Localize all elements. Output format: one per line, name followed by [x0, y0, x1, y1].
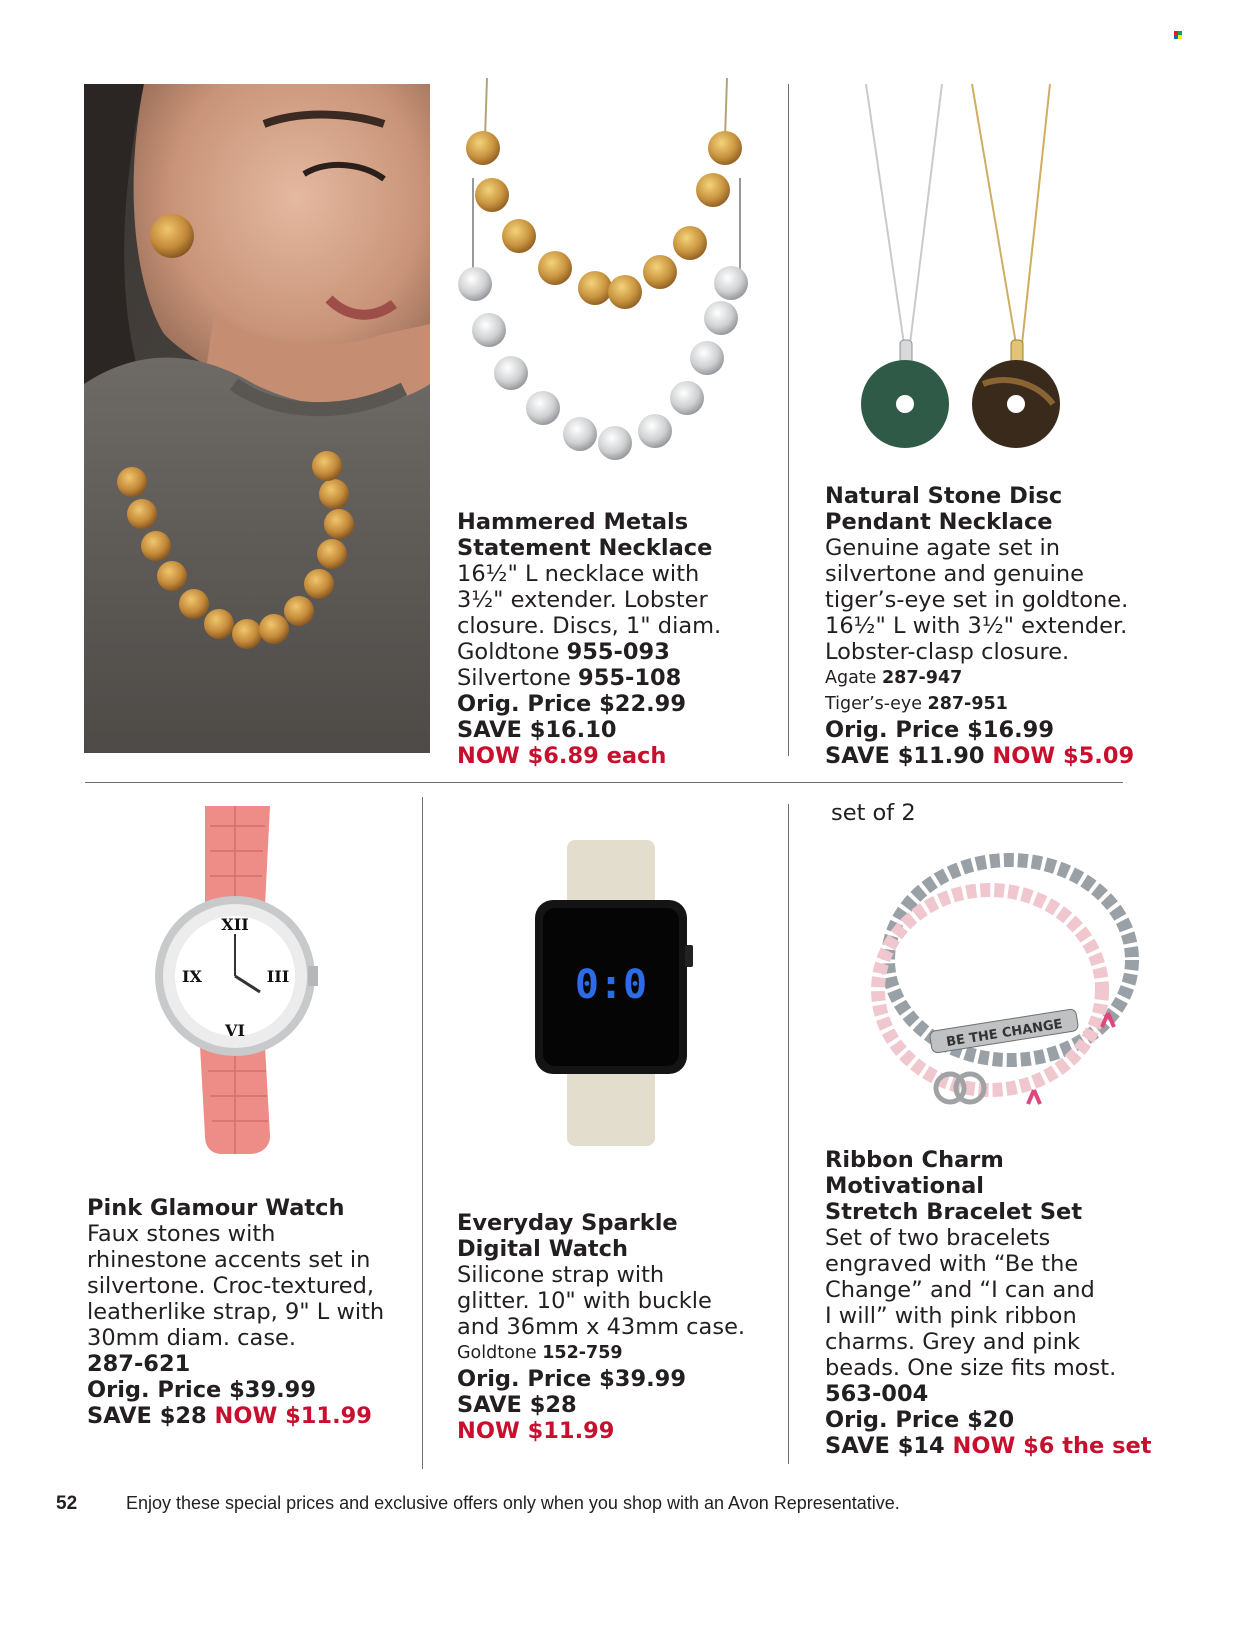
corner-mark: [1174, 31, 1182, 39]
pink-watch-info: [87, 1195, 407, 1429]
digital-watch-now-price: NOW $11.99: [457, 1418, 615, 1444]
pink-watch-orig-price: Orig. Price $39.99: [87, 1377, 316, 1403]
bracelet-save: SAVE $14: [825, 1433, 953, 1459]
bracelet-desc-line3: Change” and “I can and: [825, 1277, 1095, 1303]
digital-watch-image: [535, 840, 695, 1146]
variant-label: Agate: [825, 668, 882, 688]
hammered-necklace-image: [455, 78, 755, 480]
set-of-two-badge: set of 2: [831, 800, 916, 826]
stone-desc-line2: silvertone and genuine: [825, 561, 1084, 587]
variant-label: Goldtone: [457, 639, 567, 665]
pink-watch-now-price: NOW $11.99: [214, 1403, 372, 1429]
digital-watch-title-line2: Digital Watch: [457, 1236, 629, 1262]
pink-watch-desc-line2: rhinestone accents set in: [87, 1247, 371, 1273]
hammered-now-price: NOW $6.89 each: [457, 743, 667, 769]
bracelet-set-image: [862, 850, 1147, 1135]
stone-desc-line3: tiger’s-eye set in goldtone.: [825, 587, 1129, 613]
divider-bottom-left: [422, 797, 423, 1469]
item-code: 152-759: [542, 1343, 623, 1363]
bracelet-desc-line1: Set of two bracelets: [825, 1225, 1051, 1251]
hammered-variant-goldtone: [457, 639, 777, 665]
hammered-save: SAVE $16.10: [457, 717, 617, 743]
hammered-product-info: [457, 509, 777, 769]
variant-label: Goldtone: [457, 1343, 543, 1363]
footer-disclaimer: Enjoy these special prices and exclusive offers only when you shop with an Avon Representative.: [126, 1493, 900, 1513]
hammered-desc-line3: closure. Discs, 1" diam.: [457, 613, 722, 639]
hammered-variant-silvertone: [457, 665, 777, 691]
hammered-desc-line1: 16½" L necklace with: [457, 561, 700, 587]
stone-variant-agate: [825, 665, 1155, 691]
stone-orig-price: Orig. Price $16.99: [825, 717, 1054, 743]
hammered-title-line2: Statement Necklace: [457, 535, 713, 561]
divider-top-right: [788, 84, 789, 756]
digital-watch-info: [457, 1210, 777, 1444]
pink-watch-image: [150, 806, 320, 1154]
stone-product-info: [825, 483, 1155, 769]
pink-watch-desc-line5: 30mm diam. case.: [87, 1325, 297, 1351]
pink-watch-desc-line4: leatherlike strap, 9" L with: [87, 1299, 385, 1325]
digital-watch-orig-price: Orig. Price $39.99: [457, 1366, 686, 1392]
variant-label: Tiger’s-eye: [825, 694, 928, 714]
bracelet-engraving: BE THE CHANGE: [945, 1016, 1064, 1051]
svg-text:III: III: [266, 967, 290, 986]
bracelet-orig-price: Orig. Price $20: [825, 1407, 1015, 1433]
hammered-desc-line2: 3½" extender. Lobster: [457, 587, 708, 613]
pink-watch-code: 287-621: [87, 1351, 191, 1377]
pink-watch-title: Pink Glamour Watch: [87, 1195, 345, 1221]
bracelet-title-line1: Ribbon Charm Motivational: [825, 1147, 1004, 1199]
bracelet-desc-line4: I will” with pink ribbon: [825, 1303, 1077, 1329]
hammered-orig-price: Orig. Price $22.99: [457, 691, 686, 717]
item-code: 955-108: [578, 665, 682, 691]
stone-save: SAVE $11.90: [825, 743, 993, 769]
bracelet-desc-line6: beads. One size fits most.: [825, 1355, 1117, 1381]
stone-desc-line1: Genuine agate set in: [825, 535, 1061, 561]
stone-variant-tigerseye: [825, 691, 1155, 717]
pink-watch-desc-line3: silvertone. Croc-textured,: [87, 1273, 375, 1299]
bracelet-title-line2: Stretch Bracelet Set: [825, 1199, 1083, 1225]
svg-text:VI: VI: [225, 1021, 245, 1040]
bracelet-desc-line2: engraved with “Be the: [825, 1251, 1079, 1277]
stone-now-price: NOW $5.09: [992, 743, 1135, 769]
pink-watch-save: SAVE $28: [87, 1403, 215, 1429]
bracelet-info: [825, 1147, 1165, 1459]
bracelet-desc-line5: charms. Grey and pink: [825, 1329, 1081, 1355]
variant-label: Silvertone: [457, 665, 579, 691]
svg-text:IX: IX: [182, 967, 202, 986]
divider-bottom-right: [788, 804, 789, 1464]
item-code: 287-947: [882, 668, 963, 688]
digital-watch-desc-line1: Silicone strap with: [457, 1262, 665, 1288]
model-photo: [84, 84, 430, 753]
digital-watch-desc-line2: glitter. 10" with buckle: [457, 1288, 712, 1314]
stone-desc-line4: 16½" L with 3½" extender.: [825, 613, 1128, 639]
bracelet-code: 563-004: [825, 1381, 929, 1407]
item-code: 287-951: [927, 694, 1008, 714]
stone-title-line2: Pendant Necklace: [825, 509, 1053, 535]
divider-horizontal: [85, 782, 1123, 783]
hammered-title-line1: Hammered Metals: [457, 509, 689, 535]
digital-watch-save: SAVE $28: [457, 1392, 577, 1418]
digital-watch-desc-line3: and 36mm x 43mm case.: [457, 1314, 746, 1340]
digital-watch-title-line1: Everyday Sparkle: [457, 1210, 678, 1236]
bracelet-now-price: NOW $6 the set: [952, 1433, 1152, 1459]
item-code: 955-093: [566, 639, 670, 665]
digital-time-display: 0:0: [574, 962, 648, 1008]
page-number: 52: [56, 1493, 78, 1514]
stone-title-line1: Natural Stone Disc: [825, 483, 1063, 509]
digital-watch-variant: [457, 1340, 777, 1366]
svg-text:XII: XII: [221, 915, 249, 934]
pink-watch-desc-line1: Faux stones with: [87, 1221, 276, 1247]
stone-desc-line5: Lobster-clasp closure.: [825, 639, 1070, 665]
stone-pendants-image: [848, 84, 1078, 456]
